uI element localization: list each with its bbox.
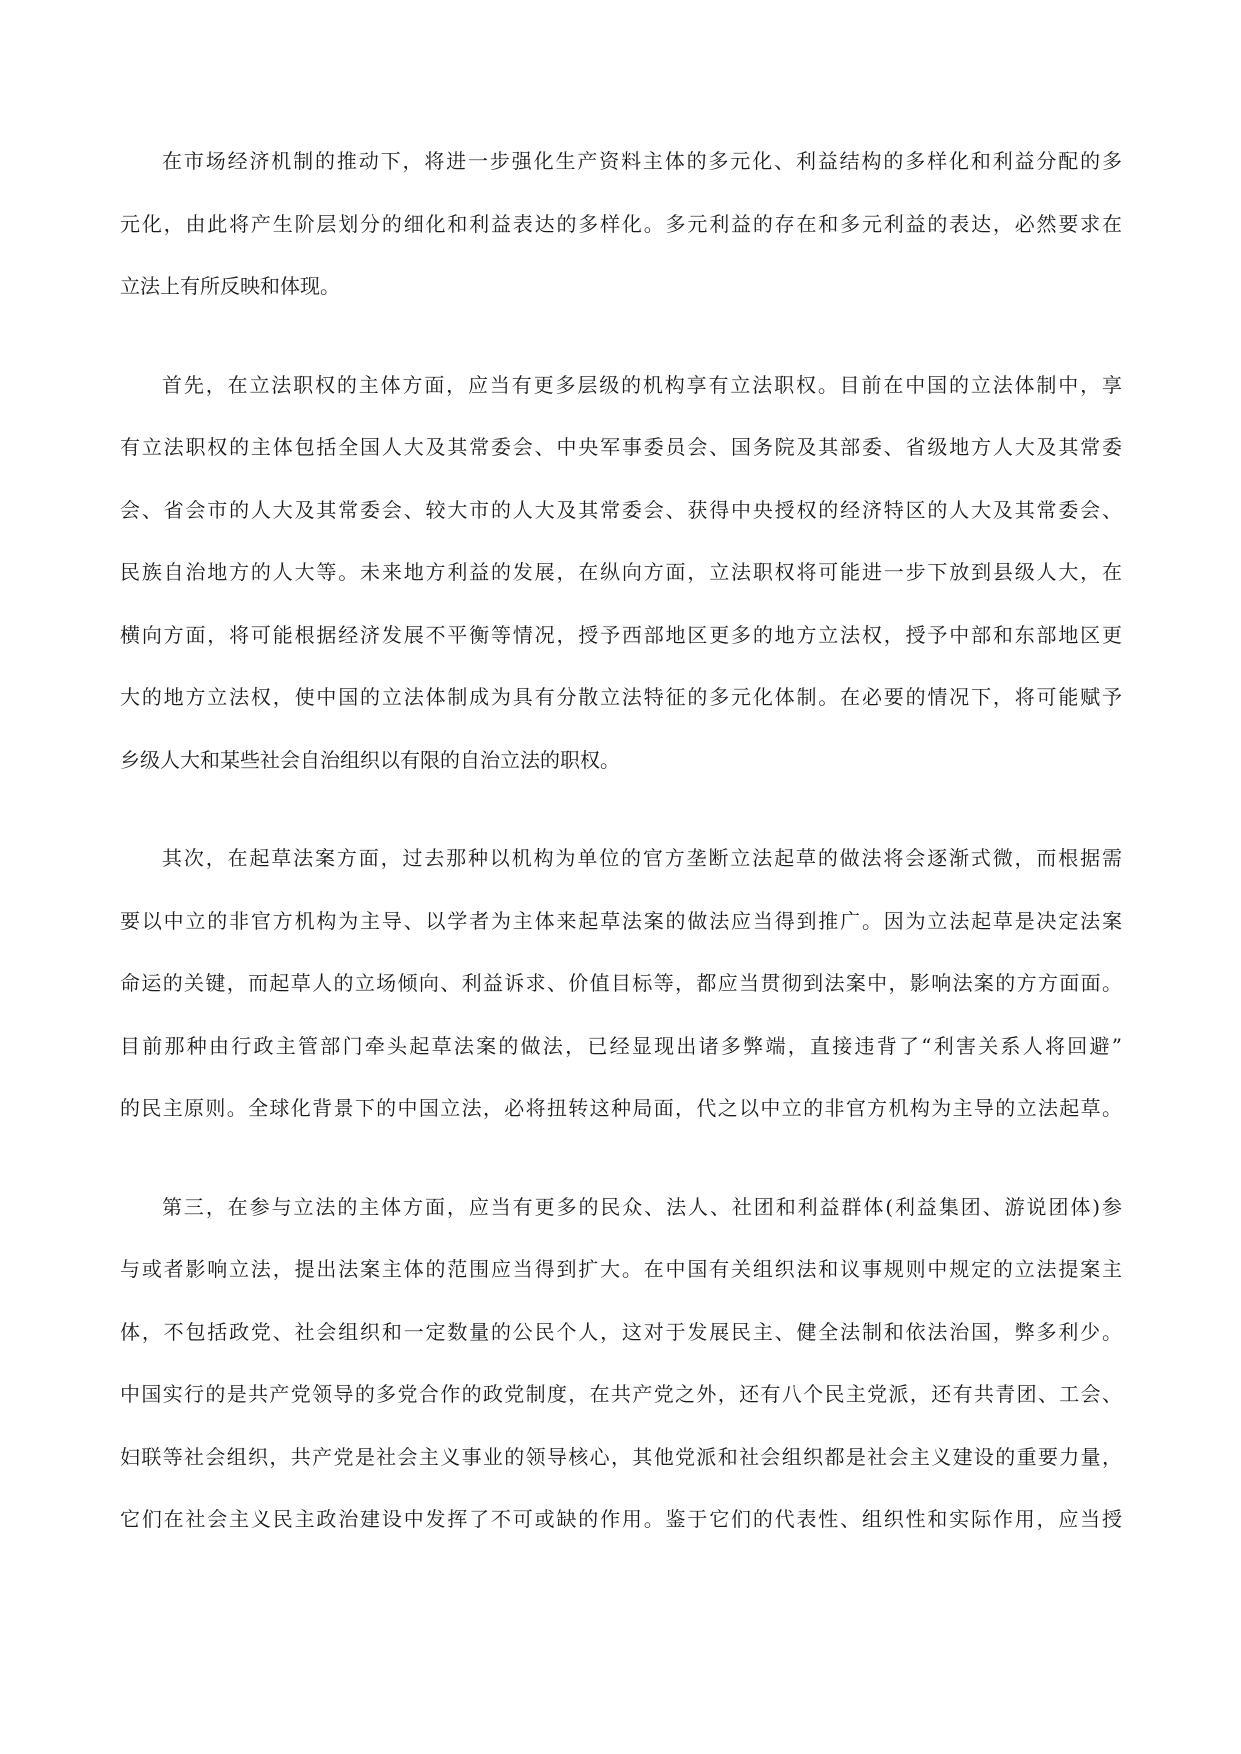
text-line: 在市场经济机制的推动下，将进一步强化生产资料主体的多元化、利益结构的多样化和利益分配的多 bbox=[162, 149, 1122, 173]
text-line: 的民主原则。全球化背景下的中国立法，必将扭转这种局面，代之以中立的非官方机构为主导的立法起草。 bbox=[120, 1096, 1122, 1120]
paragraph-4 bbox=[120, 1176, 1122, 1551]
text-line: 会、省会市的人大及其常委会、较大市的人大及其常委会、获得中央授权的经济特区的人大及其常委会、 bbox=[120, 497, 1122, 522]
text-line: 立法上有所反映和体现。 bbox=[120, 274, 340, 298]
paragraph-1 bbox=[120, 130, 1122, 318]
text-line: 大的地方立法权，使中国的立法体制成为具有分散立法特征的多元化体制。在必要的情况下，将可能赋予 bbox=[120, 685, 1122, 709]
paragraph-2 bbox=[120, 354, 1122, 792]
document-body bbox=[120, 130, 1122, 1587]
text-line: 妇联等社会组织，共产党是社会主义事业的领导核心，其他党派和社会组织都是社会主义建设的重要力量， bbox=[120, 1444, 1122, 1469]
text-line: 第三，在参与立法的主体方面，应当有更多的民众、法人、社团和利益群体(利益集团、游说团体)参 bbox=[162, 1194, 1122, 1219]
paragraph-3 bbox=[120, 827, 1122, 1140]
text-line: 首先，在立法职权的主体方面，应当有更多层级的机构享有立法职权。目前在中国的立法体制中，享 bbox=[162, 372, 1122, 397]
text-line: 命运的关键，而起草人的立场倾向、利益诉求、价值目标等，都应当贯彻到法案中，影响法案的方方面面。 bbox=[120, 971, 1122, 995]
text-line: 民族自治地方的人大等。未来地方利益的发展，在纵向方面，立法职权将可能进一步下放到县级人大，在 bbox=[120, 560, 1122, 584]
text-line: 与或者影响立法，提出法案主体的范围应当得到扩大。在中国有关组织法和议事规则中规定的立法提案主 bbox=[120, 1257, 1122, 1281]
text-line: 它们在社会主义民主政治建设中发挥了不可或缺的作用。鉴于它们的代表性、组织性和实际作用，应当授 bbox=[120, 1507, 1122, 1531]
text-line: 目前那种由行政主管部门牵头起草法案的做法，已经显现出诸多弊端，直接违背了“利害关系人将回避” bbox=[120, 1033, 1122, 1058]
text-line: 中国实行的是共产党领导的多党合作的政党制度，在共产党之外，还有八个民主党派，还有共青团、工会、 bbox=[120, 1382, 1122, 1406]
text-line: 横向方面，将可能根据经济发展不平衡等情况，授予西部地区更多的地方立法权，授予中部和东部地区更 bbox=[120, 622, 1122, 647]
text-line: 要以中立的非官方机构为主导、以学者为主体来起草法案的做法应当得到推广。因为立法起草是决定法案 bbox=[120, 908, 1122, 933]
text-line: 其次，在起草法案方面，过去那种以机构为单位的官方垄断立法起草的做法将会逐渐式微，而根据需 bbox=[162, 846, 1122, 870]
text-line: 元化，由此将产生阶层划分的细化和利益表达的多样化。多元利益的存在和多元利益的表达，必然要求在 bbox=[120, 211, 1122, 236]
text-line: 有立法职权的主体包括全国人大及其常委会、中央军事委员会、国务院及其部委、省级地方人大及其常委 bbox=[120, 435, 1122, 459]
text-line: 体，不包括政党、社会组织和一定数量的公民个人，这对于发展民主、健全法制和依法治国，弊多利少。 bbox=[120, 1319, 1122, 1344]
text-line: 乡级人大和某些社会自治组织以有限的自治立法的职权。 bbox=[120, 747, 620, 772]
